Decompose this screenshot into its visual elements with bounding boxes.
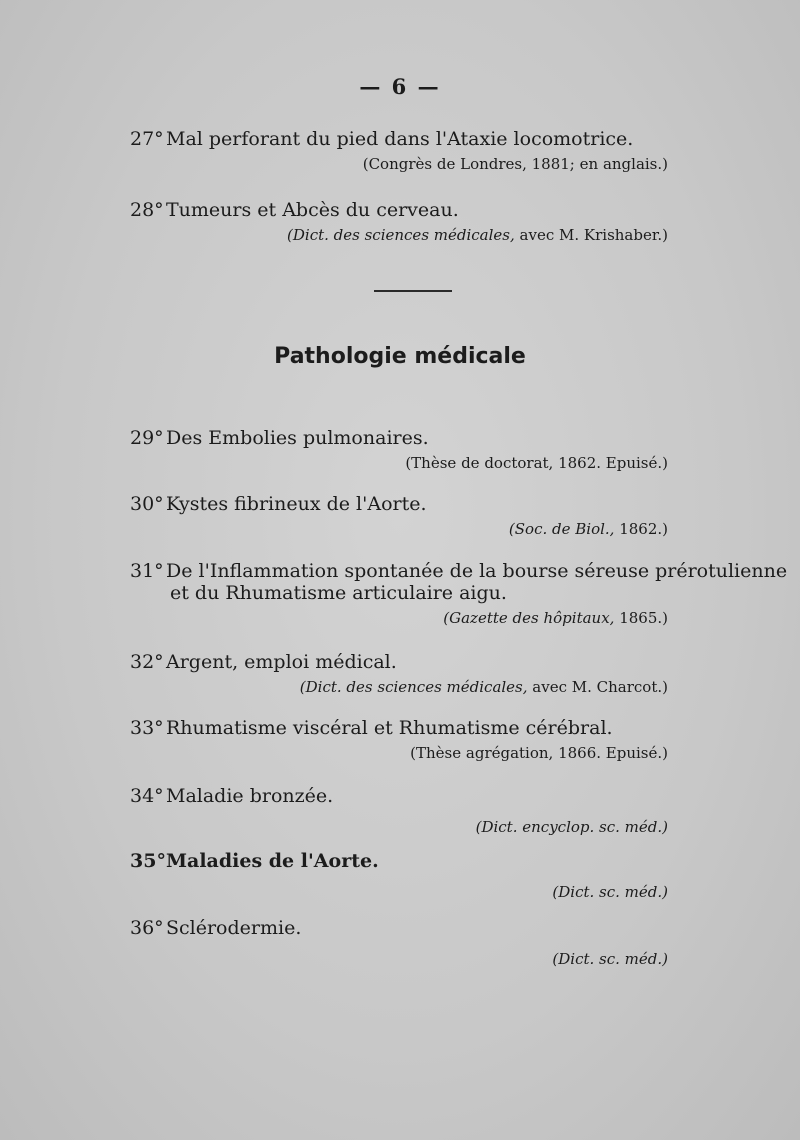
entry-number: 33° xyxy=(130,717,164,739)
entry-title: Sclérodermie. xyxy=(166,917,302,939)
bibliography-entry-31 xyxy=(130,560,788,628)
entry-reference: (Congrès de Londres, 1881; en anglais.) xyxy=(362,155,668,173)
entry-reference: (Dict. encyclop. sc. méd.) xyxy=(475,818,668,836)
entry-title: Des Embolies pulmonaires. xyxy=(166,427,429,449)
entry-number: 36° xyxy=(130,917,164,939)
entry-reference: (Dict. sc. méd.) xyxy=(552,950,668,968)
entry-number: 35° xyxy=(130,850,166,872)
entry-reference: (Dict. des sciences médicales, avec M. Charcot.) xyxy=(299,678,668,696)
bibliography-entry-30 xyxy=(130,493,700,539)
entry-title: Argent, emploi médical. xyxy=(166,651,397,673)
bibliography-entry-27 xyxy=(130,128,700,174)
entry-reference: (Gazette des hôpitaux, 1865.) xyxy=(443,609,668,627)
bibliography-entry-34 xyxy=(130,785,700,837)
entry-number: 32° xyxy=(130,651,164,673)
bibliography-entry-32 xyxy=(130,651,700,697)
bibliography-entry-33 xyxy=(130,717,700,763)
bibliography-entry-36 xyxy=(130,917,700,969)
entry-reference: (Dict. des sciences médicales, avec M. Krishaber.) xyxy=(287,226,668,244)
bibliography-entry-35 xyxy=(130,850,700,902)
entry-title: Kystes fibrineux de l'Aorte. xyxy=(166,493,427,515)
entry-reference: (Thèse agrégation, 1866. Epuisé.) xyxy=(410,744,668,762)
entry-title: Mal perforant du pied dans l'Ataxie locomotrice. xyxy=(166,128,634,150)
entry-title-continued: et du Rhumatisme articulaire aigu. xyxy=(170,582,507,604)
section-heading: Pathologie médicale xyxy=(274,344,526,369)
bibliography-entry-28 xyxy=(130,199,700,245)
entry-reference: (Soc. de Biol., 1862.) xyxy=(508,520,668,538)
entry-number: 30° xyxy=(130,493,164,515)
entry-number: 29° xyxy=(130,427,164,449)
entry-title: Maladie bronzée. xyxy=(166,785,334,807)
entry-title: Maladies de l'Aorte. xyxy=(166,850,379,872)
entry-reference: (Dict. sc. méd.) xyxy=(552,883,668,901)
entry-title: De l'Inflammation spontanée de la bourse séreuse prérotulienne xyxy=(166,560,788,582)
entry-number: 28° xyxy=(130,199,164,221)
entry-reference: (Thèse de doctorat, 1862. Epuisé.) xyxy=(405,454,668,472)
entry-number: 27° xyxy=(130,128,164,150)
entry-number: 34° xyxy=(130,785,164,807)
entry-title: Tumeurs et Abcès du cerveau. xyxy=(166,199,459,221)
section-divider xyxy=(374,290,452,292)
page-number: — 6 — xyxy=(359,74,441,99)
bibliography-entry-29 xyxy=(130,427,700,473)
entry-title: Rhumatisme viscéral et Rhumatisme cérébral. xyxy=(166,717,613,739)
entry-number: 31° xyxy=(130,560,164,582)
